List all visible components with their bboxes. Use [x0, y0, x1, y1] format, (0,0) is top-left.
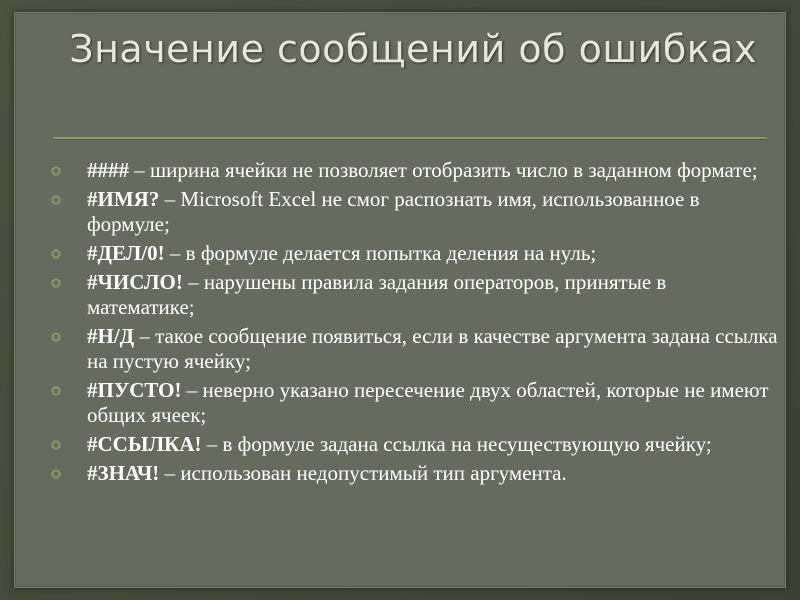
ring-bullet-icon: [51, 249, 61, 259]
error-code: ####: [87, 158, 129, 182]
error-code: #ДЕЛ/0!: [87, 241, 165, 265]
slide: [14, 12, 786, 588]
error-code: #Н/Д: [87, 324, 135, 348]
error-code: #ЗНАЧ!: [87, 461, 160, 485]
list-item: [49, 241, 779, 266]
list-item: [49, 324, 779, 374]
error-description: – неверно указано пересечение двух областей, которые не имеют общих ячеек;: [87, 378, 769, 427]
ring-bullet-icon: [51, 278, 61, 288]
error-description: – использован недопустимый тип аргумента.: [159, 461, 567, 485]
ring-bullet-icon: [51, 440, 61, 450]
list-item: [49, 432, 779, 457]
error-description: – такое сообщение появиться, если в качестве аргумента задана ссылка на пустую ячейку;: [87, 324, 778, 373]
error-description: – Microsoft Excel не смог распознать имя, использованное в формуле;: [87, 187, 700, 236]
list-item: [49, 461, 779, 486]
error-code: #ЧИСЛО!: [87, 270, 183, 294]
error-code: #ССЫЛКА!: [87, 432, 202, 456]
error-code: #ИМЯ?: [87, 187, 160, 211]
ring-bullet-icon: [51, 332, 61, 342]
list-item: [49, 378, 779, 428]
error-description: – ширина ячейки не позволяет отобразить число в заданном формате;: [129, 158, 758, 182]
title-divider: [53, 137, 767, 140]
ring-bullet-icon: [51, 469, 61, 479]
error-list: [49, 158, 779, 490]
list-item: [49, 187, 779, 237]
list-item: [49, 158, 779, 183]
ring-bullet-icon: [51, 166, 61, 176]
error-description: – нарушены правила задания операторов, принятые в математике;: [87, 270, 667, 319]
list-item: [49, 270, 779, 320]
ring-bullet-icon: [51, 195, 61, 205]
error-code: #ПУСТО!: [87, 378, 182, 402]
ring-bullet-icon: [51, 386, 61, 396]
slide-title: Значение сообщений об ошибках: [69, 27, 757, 71]
error-description: – в формуле задана ссылка на несуществующую ячейку;: [201, 432, 712, 456]
error-description: – в формуле делается попытка деления на нуль;: [164, 241, 597, 265]
